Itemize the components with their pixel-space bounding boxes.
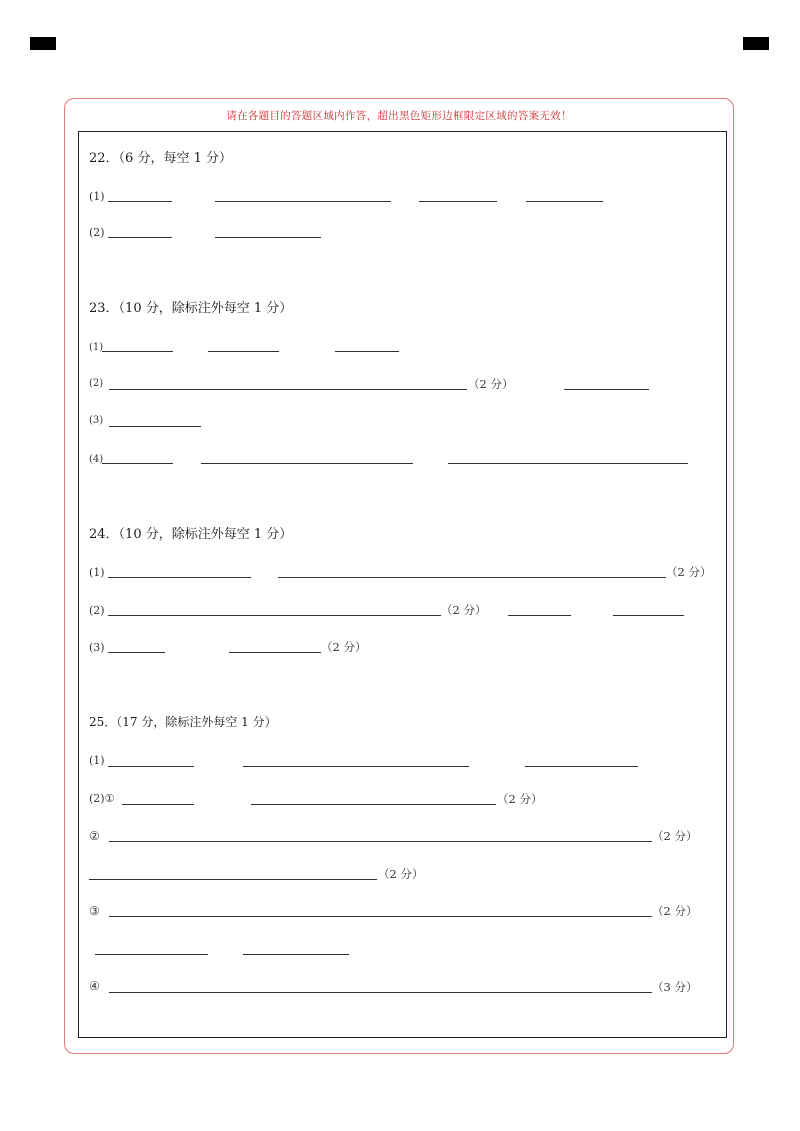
q25-2-2-blank-b[interactable] [89, 879, 377, 880]
q23-2-blank-a[interactable] [109, 389, 467, 390]
alignment-mark-right [743, 37, 769, 50]
q25-label-2-4: ④ [89, 979, 100, 993]
q23-1-blank-a[interactable] [102, 351, 173, 352]
q22-title: 22．（6 分，每空 1 分） [89, 151, 232, 166]
q24-label-3: (3) [89, 641, 105, 654]
q25-2-3-points: （2 分） [652, 904, 698, 918]
q25-label-2-1: (2)① [89, 792, 115, 805]
q23-label-4: (4) [89, 454, 104, 465]
q25-2-4-blank-a[interactable] [109, 992, 652, 993]
q24-2-points: （2 分） [441, 603, 487, 617]
q24-3-blank-a[interactable] [108, 652, 165, 653]
q25-2-3-blank-a[interactable] [109, 916, 652, 917]
q25-1-blank-c[interactable] [525, 766, 638, 767]
q25-2-4-points: （3 分） [652, 980, 698, 994]
q25-1-blank-a[interactable] [108, 766, 194, 767]
q24-label-1: (1) [89, 566, 105, 579]
q25-2-1-points: （2 分） [497, 792, 543, 806]
q24-2-blank-a[interactable] [108, 615, 441, 616]
q24-3-blank-b[interactable] [229, 652, 321, 653]
q23-2-blank-b[interactable] [564, 389, 649, 390]
q23-title: 23．（10 分，除标注外每空 1 分） [89, 301, 293, 316]
q22-1-blank-d[interactable] [526, 201, 603, 202]
q25-2-3-blank-c[interactable] [243, 954, 349, 955]
q25-2-2-points-b: （2 分） [378, 867, 424, 881]
q23-label-1: (1) [89, 342, 104, 353]
q23-label-3: (3) [89, 415, 104, 426]
q23-label-2: (2) [89, 378, 104, 389]
alignment-mark-left [30, 37, 56, 50]
q25-1-blank-b[interactable] [243, 766, 469, 767]
q25-label-2-2: ② [89, 829, 100, 843]
q24-label-2: (2) [89, 604, 105, 617]
q23-1-blank-b[interactable] [208, 351, 279, 352]
q24-1-blank-b[interactable] [278, 577, 666, 578]
q25-2-2-points-a: （2 分） [652, 829, 698, 843]
q23-2-points: （2 分） [468, 377, 514, 391]
q24-2-blank-b[interactable] [508, 615, 571, 616]
q22-2-blank-b[interactable] [215, 237, 321, 238]
q24-2-blank-c[interactable] [613, 615, 684, 616]
q23-4-blank-a[interactable] [102, 463, 173, 464]
q22-1-blank-c[interactable] [419, 201, 497, 202]
q24-title: 24．（10 分，除标注外每空 1 分） [89, 527, 293, 542]
q22-label-1: (1) [89, 190, 105, 203]
q22-1-blank-a[interactable] [108, 201, 172, 202]
q22-2-blank-a[interactable] [108, 237, 172, 238]
q23-1-blank-c[interactable] [335, 351, 399, 352]
q24-3-points: （2 分） [321, 640, 367, 654]
q23-4-blank-b[interactable] [201, 463, 413, 464]
q23-3-blank-a[interactable] [109, 426, 201, 427]
answer-area-inner-border [78, 131, 727, 1038]
q24-1-points: （2 分） [666, 565, 712, 579]
q25-label-1: (1) [89, 754, 105, 767]
q25-2-2-blank-a[interactable] [109, 841, 652, 842]
q23-4-blank-c[interactable] [448, 463, 688, 464]
q25-label-2-3: ③ [89, 904, 100, 918]
q25-2-3-blank-b[interactable] [95, 954, 208, 955]
notice-text: 请在各题目的答题区域内作答，超出黑色矩形边框限定区域的答案无效！ [226, 110, 572, 122]
q22-label-2: (2) [89, 226, 105, 239]
q24-1-blank-a[interactable] [108, 577, 251, 578]
q22-1-blank-b[interactable] [215, 201, 391, 202]
q25-2-1-blank-a[interactable] [122, 804, 194, 805]
q25-title: 25．（17 分，除标注外每空 1 分） [89, 715, 277, 729]
q25-2-1-blank-b[interactable] [251, 804, 496, 805]
